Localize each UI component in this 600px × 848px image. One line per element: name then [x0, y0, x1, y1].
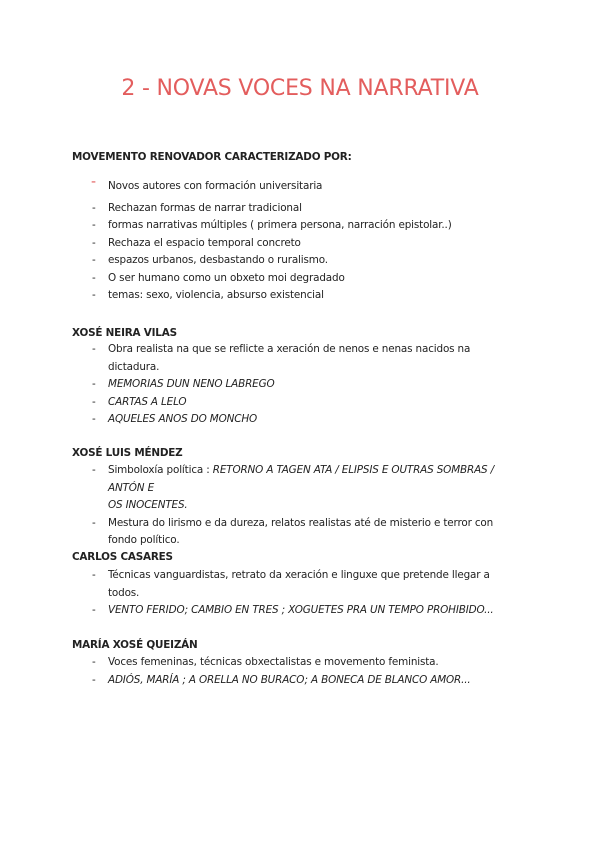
list-item: - VENTO FERIDO; CAMBIO EN TRES ; XOGUETES PRA UN TEMPO PROHIBIDO... [72, 602, 532, 620]
list-item-continuation: todos. [108, 586, 140, 599]
section-list-neira-vilas [72, 341, 532, 429]
dash-marker: - [92, 413, 96, 425]
section-list-movemento [72, 174, 532, 305]
dash-marker: - [92, 656, 96, 668]
section-heading-luis-mendez: XOSÉ LUIS MÉNDEZ [72, 447, 183, 459]
dash-marker: - [92, 219, 96, 231]
dash-marker: - [92, 254, 96, 266]
section-heading-carlos-casares: CARLOS CASARES [72, 551, 173, 563]
list-item: - Novos autores con formación universitaria [91, 174, 323, 192]
dash-marker: - [92, 569, 96, 581]
list-item: - espazos urbanos, desbastando o ruralismo. [72, 252, 532, 270]
dash-marker: - [92, 464, 96, 476]
section-list-maria-xose-queizan [72, 654, 532, 689]
dash-marker: - [92, 673, 96, 686]
list-item: - ADIÓS, MARÍA ; A ORELLA NO BURACO; A BONECA DE BLANCO AMOR... [72, 672, 532, 690]
dash-marker: - [92, 271, 96, 284]
section-list-luis-mendez [72, 462, 532, 550]
section-list-carlos-casares [72, 567, 532, 620]
list-item: - Simboloxía política : RETORNO A TAGEN ATA / ELIPSIS E OUTRAS SOMBRAS / ANTÓN E [92, 464, 494, 494]
dash-marker: - [92, 378, 96, 390]
list-item: - temas: sexo, violencia, absurso existencial [72, 287, 532, 305]
dash-marker: - [92, 516, 96, 529]
list-item: - Rechazan formas de narrar tradicional [72, 200, 532, 218]
list-item: - O ser humano como un obxeto moi degradado [72, 270, 532, 288]
section-heading-maria-xose-queizan: MARÍA XOSÉ QUEIZÁN [72, 639, 198, 651]
list-item: - Rechaza el espacio temporal concreto [72, 235, 532, 253]
list-item: - Obra realista na que se reflicte a xeración de nenos e nenas nacidos na [72, 341, 532, 359]
dash-marker: - [92, 604, 96, 616]
dash-marker: - [92, 236, 96, 249]
dash-marker: - [92, 201, 96, 214]
dash-marker: - [92, 343, 96, 355]
works-title: RETORNO A TAGEN ATA / ELIPSIS E OUTRAS SOMBRAS / ANTÓN E [108, 464, 494, 494]
section-heading-movemento: MOVEMENTO RENOVADOR CARACTERIZADO POR: [72, 151, 352, 163]
list-item-continuation: fondo político. [108, 534, 180, 546]
dash-marker: - [91, 174, 96, 190]
list-item: - Voces femeninas, técnicas obxectalistas e movemento feminista. [72, 654, 532, 672]
page-title: 2 - NOVAS VOCES NA NARRATIVA [121, 76, 479, 101]
list-item: - CARTAS A LELO [72, 394, 532, 412]
dash-marker: - [92, 289, 96, 301]
list-item-continuation: dictadura. [108, 360, 160, 373]
section-heading-neira-vilas: XOSÉ NEIRA VILAS [72, 327, 177, 339]
list-item: - AQUELES ANOS DO MONCHO [72, 411, 532, 429]
list-item: - Mestura do lirismo e da dureza, relatos realistas até de misterio e terror con [72, 515, 532, 533]
list-item-continuation: OS INOCENTES. [108, 499, 188, 511]
list-item: - Técnicas vanguardistas, retrato da xeración e linguxe que pretende llegar a [72, 567, 532, 585]
list-item: - formas narrativas múltiples ( primera persona, narración epistolar..) [72, 217, 532, 235]
list-item: - MEMORIAS DUN NENO LABREGO [72, 376, 532, 394]
dash-marker: - [92, 395, 96, 408]
